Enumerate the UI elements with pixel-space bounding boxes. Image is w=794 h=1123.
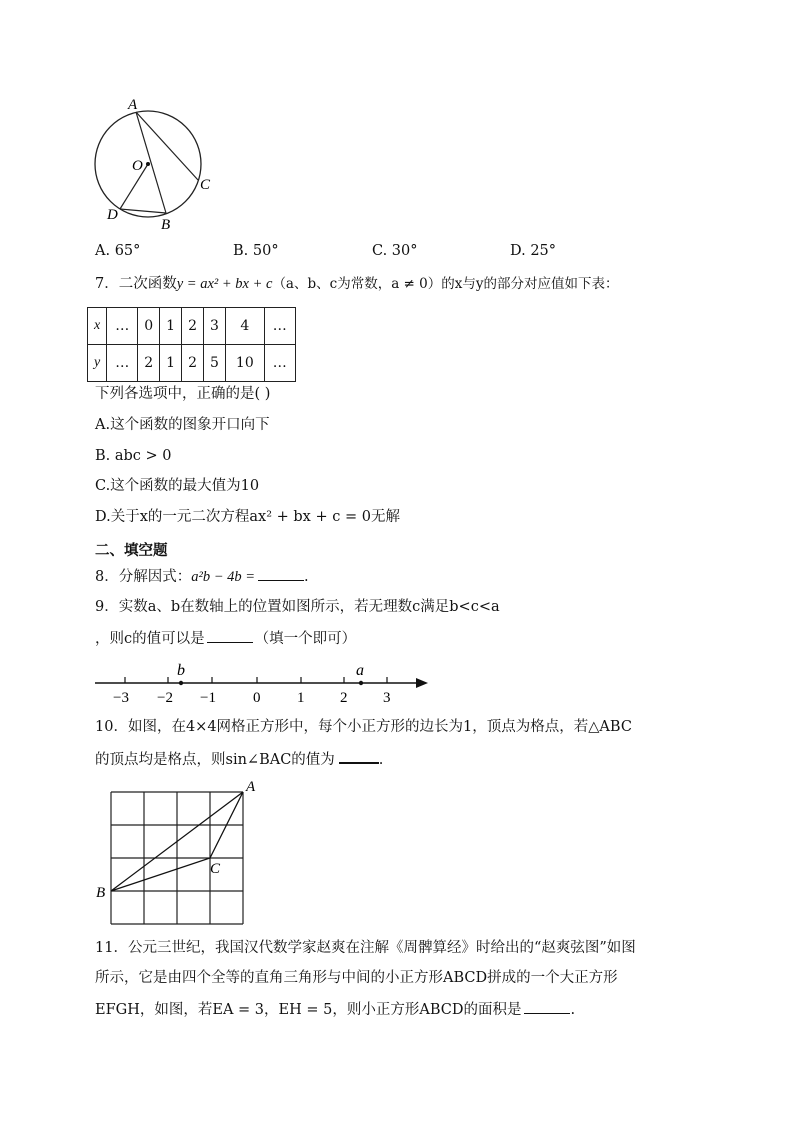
table-cell: … bbox=[107, 345, 138, 382]
section-title: 二、填空题 bbox=[95, 543, 168, 559]
table-cell: … bbox=[264, 308, 295, 345]
label-o: O bbox=[132, 158, 143, 174]
table-cell: 4 bbox=[225, 308, 264, 345]
table-cell: … bbox=[264, 345, 295, 382]
label-a: A bbox=[246, 779, 256, 795]
q9-line1: 9．实数a、b在数轴上的位置如图所示，若无理数c满足b<c<a bbox=[95, 599, 500, 615]
center-point bbox=[146, 162, 150, 166]
tick-label: 0 bbox=[253, 690, 261, 705]
table-cell: y bbox=[88, 345, 107, 382]
label-a: A bbox=[128, 97, 138, 113]
table-row bbox=[88, 308, 296, 345]
q9-line2 bbox=[95, 628, 356, 649]
q8-line bbox=[95, 566, 309, 587]
label-d: D bbox=[107, 207, 118, 223]
tick-label: −2 bbox=[157, 690, 173, 705]
table-cell: 5 bbox=[203, 345, 225, 382]
q8-text: 8．分解因式： bbox=[95, 569, 192, 585]
q7-formula: y = ax² + bx + c bbox=[176, 276, 273, 292]
table-cell: 3 bbox=[203, 308, 225, 345]
q6-option-a: A. 65° bbox=[95, 243, 141, 259]
table-cell: 2 bbox=[138, 345, 160, 382]
label-c: C bbox=[210, 861, 221, 877]
answer-blank[interactable] bbox=[258, 566, 304, 581]
axis-arrow bbox=[416, 678, 428, 688]
q11-line3 bbox=[95, 999, 575, 1020]
tick-label: 1 bbox=[297, 690, 305, 705]
q9-text: ，则c的值可以是 bbox=[95, 631, 205, 647]
q7-value-table bbox=[87, 307, 296, 382]
q7-option-c: C.这个函数的最大值为10 bbox=[95, 478, 260, 494]
chord-ac bbox=[136, 112, 198, 180]
q7-stem bbox=[95, 274, 618, 294]
q8-formula: a²b − 4b = bbox=[191, 569, 256, 585]
tick-label: 2 bbox=[340, 690, 348, 705]
table-cell: … bbox=[107, 308, 138, 345]
axis-ticks bbox=[125, 677, 387, 683]
answer-blank[interactable] bbox=[524, 999, 570, 1014]
label-b: B bbox=[161, 217, 171, 233]
q6-option-c: C. 30° bbox=[372, 243, 418, 259]
tick-label: −1 bbox=[200, 690, 216, 705]
circle-figure bbox=[88, 92, 228, 237]
q11-line1: 11．公元三世纪，我国汉代数学家赵爽在注解《周髀算经》时给出的“赵爽弦图”如图 bbox=[95, 940, 636, 956]
table-cell: 2 bbox=[182, 345, 204, 382]
point-b-label: b bbox=[177, 662, 185, 679]
q8-end: . bbox=[304, 569, 309, 585]
q7-option-d: D.关于x的一元二次方程ax² + bx + c = 0无解 bbox=[95, 509, 400, 525]
q7-stem-part1: 二次函数 bbox=[118, 276, 177, 292]
q7-option-b: B. abc > 0 bbox=[95, 448, 172, 464]
point-a-label: a bbox=[356, 662, 364, 679]
point-a bbox=[359, 681, 363, 685]
grid-figure bbox=[92, 777, 267, 932]
q11-line2: 所示，它是由四个全等的直角三角形与中间的小正方形ABCD拼成的一个大正方形 bbox=[95, 970, 618, 986]
tick-label: 3 bbox=[383, 690, 391, 705]
q7-option-a: A.这个函数的图象开口向下 bbox=[95, 417, 270, 433]
answer-blank[interactable] bbox=[207, 628, 253, 643]
q11-text: EFGH，如图，若EA = 3，EH = 5，则小正方形ABCD的面积是 bbox=[95, 1002, 522, 1018]
point-b bbox=[179, 681, 183, 685]
q6-option-b: B. 50° bbox=[233, 243, 279, 259]
q9-end: （填一个即可） bbox=[254, 631, 357, 647]
tick-label: −3 bbox=[113, 690, 129, 705]
q10-text: 的顶点均是格点，则sin∠BAC的值为 bbox=[95, 752, 335, 768]
table-cell: x bbox=[88, 308, 107, 345]
q10-line2 bbox=[95, 748, 383, 770]
q7-stem-part2: （a、b、c为常数，a ≠ 0）的x与y的部分对应值如下表： bbox=[272, 276, 619, 292]
q6-option-d: D. 25° bbox=[510, 243, 557, 259]
table-row bbox=[88, 345, 296, 382]
grid-lines bbox=[111, 792, 243, 924]
q11-end: . bbox=[570, 1002, 576, 1018]
q7-number: 7． bbox=[95, 276, 119, 292]
q7-prompt: 下列各选项中，正确的是( ) bbox=[95, 386, 271, 402]
q10-line1: 10．如图，在4×4网格正方形中，每个小正方形的边长为1，顶点为格点，若△ABC bbox=[95, 719, 632, 735]
answer-blank[interactable] bbox=[339, 748, 379, 764]
table-cell: 1 bbox=[160, 345, 182, 382]
label-c: C bbox=[200, 177, 211, 193]
q10-end: . bbox=[378, 752, 384, 768]
label-b: B bbox=[96, 885, 106, 901]
number-line bbox=[90, 660, 435, 705]
table-cell: 10 bbox=[225, 345, 264, 382]
table-cell: 2 bbox=[182, 308, 204, 345]
table-cell: 0 bbox=[138, 308, 160, 345]
table-cell: 1 bbox=[160, 308, 182, 345]
